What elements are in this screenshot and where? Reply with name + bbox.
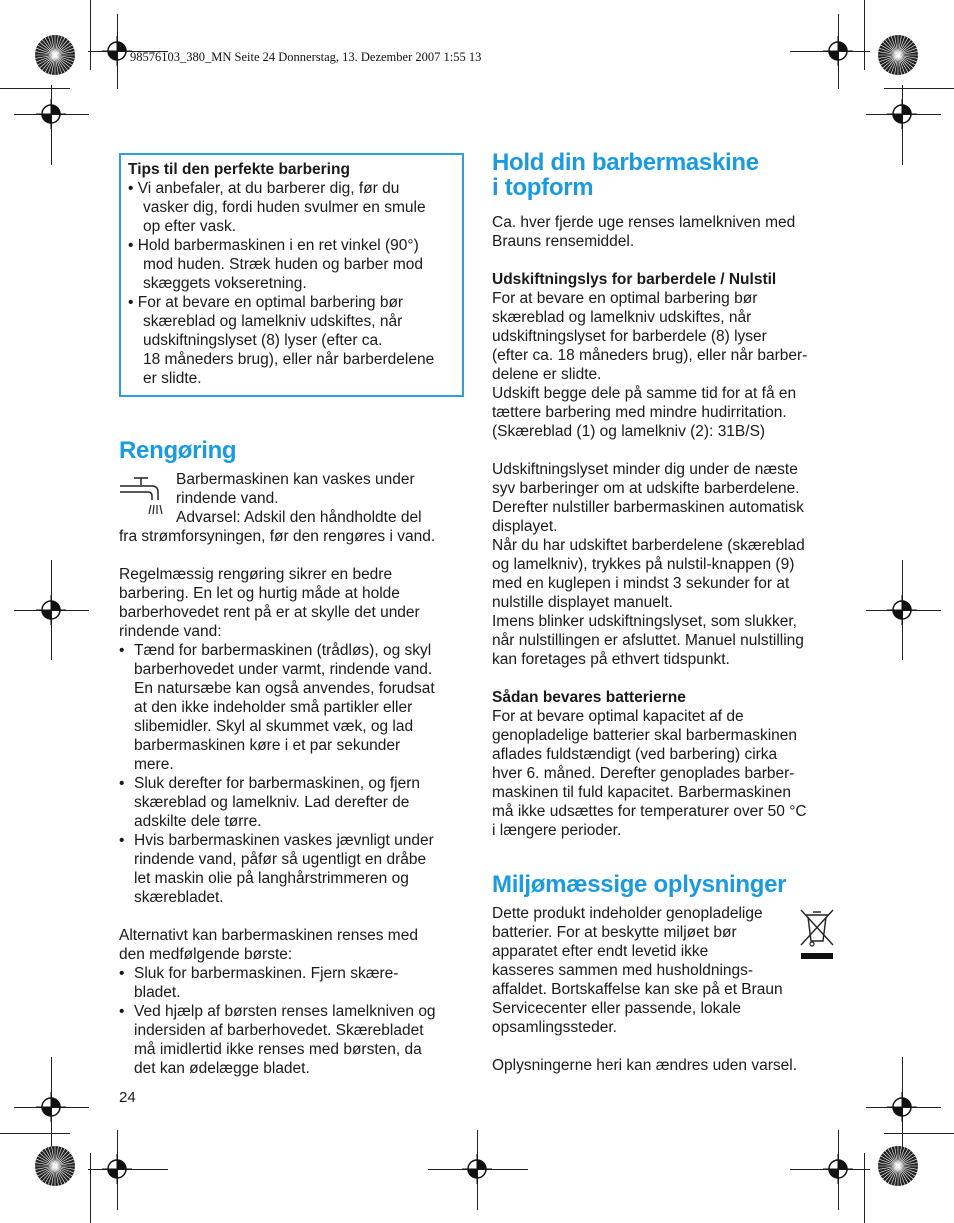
- tips-item-line: vasker dig, fordi huden svulmer en smule: [143, 199, 426, 216]
- tips-item-line: er slidte.: [143, 370, 202, 387]
- environment-heading: Miljømæssige oplysninger: [492, 871, 787, 898]
- cleaning-icon-text: [176, 470, 466, 527]
- tips-item-line: • For at bevare en optimal barbering bør: [128, 294, 404, 311]
- crosshair-mark: [887, 1092, 917, 1122]
- crossed-out-bin-icon: [798, 907, 836, 963]
- environment-body: [492, 904, 798, 1075]
- bullet-item: • Hvis barbermaskinen vaskes jævnligt under rindende vand, påfør så ugentligt en dråbe let maskin olie på langhårstrimmeren og skærebladet.: [119, 831, 469, 907]
- crosshair-mark: [102, 36, 132, 66]
- text-line: For at bevare en optimal barbering bør: [492, 290, 758, 307]
- crop-line: [884, 88, 954, 89]
- crosshair-mark: [823, 36, 853, 66]
- text-line: Dette produkt indeholder genopladelige: [492, 905, 763, 922]
- text-line: Brauns rensemiddel.: [492, 233, 635, 250]
- text-line: Når du har udskiftet barberdelene (skæreblad: [492, 537, 805, 554]
- crosshair-mark: [102, 1154, 132, 1184]
- text-line: opsamlingssteder.: [492, 1019, 617, 1036]
- icon-text-line: Advarsel: Adskil den håndholdte del: [176, 509, 422, 526]
- crop-line: [0, 88, 70, 89]
- text-line: i længere perioder.: [492, 822, 622, 839]
- notice-text: Oplysningerne heri kan ændres uden varsel.: [492, 1057, 798, 1074]
- text-line: maskinen til fuld kapacitet. Barbermaskinen: [492, 784, 791, 801]
- starburst-mark: [33, 1144, 77, 1188]
- text-line: skæreblad og lamelkniv udskiftes, når: [492, 309, 752, 326]
- bullet-item: • Tænd for barbermaskinen (trådløs), og skyl barberhovedet under varmt, rindende vand. En natursæbe kan også anvendes, forudsat at den ikke indeholder små partikler eller slibemidler. Skyl al skummet væk, og lad barbermaskinen køre i et par sekunder mere.: [119, 641, 469, 774]
- tips-content: [128, 160, 463, 388]
- tips-item-line: skæreblad og lamelkniv udskiftes, når: [143, 313, 403, 330]
- text-line: hver 6. måned. Derefter genoplades barber-: [492, 765, 795, 782]
- cleaning-warning-cont: fra strømforsyningen, før den rengøres i vand.: [119, 528, 436, 545]
- text-line: batterier. For at beskytte miljøet bør: [492, 924, 737, 941]
- tap-water-icon: [118, 474, 164, 518]
- cleaning-body: [119, 565, 469, 1078]
- text-line: tættere barbering med mindre hudirritation.: [492, 404, 787, 421]
- text-line: Derefter nulstiller barbermaskinen automatisk: [492, 499, 804, 516]
- crosshair-mark: [36, 99, 66, 129]
- heading-line: Hold din barbermaskine: [492, 149, 759, 176]
- replacement-subheading: Udskiftningslys for barberdele / Nulstil: [492, 271, 777, 288]
- text-line: Udskiftningslyset minder dig under de næste: [492, 461, 798, 478]
- text-line: barberhovedet rent på er at skylle det under: [119, 604, 420, 621]
- tips-item-line: • Hold barbermaskinen i en ret vinkel (90°): [128, 237, 419, 254]
- cleaning-bullets-2: [119, 964, 469, 1078]
- maintenance-intro: [492, 213, 842, 251]
- maintenance-body: [492, 213, 842, 840]
- cleaning-bullets-1: [119, 641, 469, 907]
- battery-subheading: Sådan bevares batterierne: [492, 689, 686, 706]
- icon-text-line: Barbermaskinen kan vaskes under: [176, 471, 415, 488]
- crop-line: [90, 0, 91, 70]
- text-line: rindende vand:: [119, 623, 222, 640]
- replacement-text: [492, 289, 842, 441]
- bullet-item: • Ved hjælp af børsten renses lamelkniven og indersiden af barberhovedet. Skærebladet må imidlertid ikke renses med børsten, da det kan ødelægge bladet.: [119, 1002, 469, 1078]
- cleaning-heading: Rengøring: [119, 437, 237, 464]
- text-line: genopladelige batterier skal barbermaskinen: [492, 727, 798, 744]
- text-line: (efter ca. 18 måneders brug), eller når barber-: [492, 347, 808, 364]
- bullet-item: • Sluk derefter for barbermaskinen, og fjern skæreblad og lamelkniv. Lad derefter de adskilte dele tørre.: [119, 774, 469, 831]
- crosshair-mark: [36, 595, 66, 625]
- text-line: delene er slidte.: [492, 366, 602, 383]
- icon-text-line: rindende vand.: [176, 490, 279, 507]
- tips-item-line: mod huden. Stræk huden og barber mod: [143, 256, 424, 273]
- environment-text: [492, 904, 792, 1037]
- text-line: må ikke udsættes for temperaturer over 50 °C: [492, 803, 807, 820]
- crop-line: [864, 0, 865, 70]
- crop-line: [90, 1153, 91, 1223]
- heading-line: i topform: [492, 174, 594, 201]
- tips-item-line: 18 måneders brug), eller når barberdelene: [143, 351, 435, 368]
- print-header: 98576103_380_MN Seite 24 Donnerstag, 13. Dezember 2007 1:55 13: [130, 50, 482, 64]
- crosshair-mark: [887, 99, 917, 129]
- text-line: nulstille displayet manuelt.: [492, 594, 673, 611]
- crosshair-mark: [887, 595, 917, 625]
- text-line: med en kuglepen i mindst 3 sekunder for at: [492, 575, 790, 592]
- starburst-mark: [876, 1144, 920, 1188]
- text-line: aflades fuldstændigt (ved barbering) cirka: [492, 746, 778, 763]
- crosshair-mark: [462, 1154, 492, 1184]
- bullet-item: • Sluk for barbermaskinen. Fjern skære- bladet.: [119, 964, 469, 1002]
- tips-item-line: udskiftningslyset (8) lyser (efter ca.: [143, 332, 383, 349]
- text-line: kan foretages på ethvert tidspunkt.: [492, 651, 730, 668]
- text-line: Servicecenter eller passende, lokale: [492, 1000, 741, 1017]
- text-line: kasseres sammen med husholdnings-: [492, 962, 754, 979]
- cleaning-alternative: [119, 926, 469, 964]
- crosshair-mark: [36, 1092, 66, 1122]
- starburst-mark: [876, 33, 920, 77]
- tips-item-line: skæggets vokseretning.: [143, 275, 307, 292]
- text-line: affaldet. Bortskaffelse kan ske på et Braun: [492, 981, 783, 998]
- text-line: Ca. hver fjerde uge renses lamelkniven med: [492, 214, 796, 231]
- text-line: apparatet efter endt levetid ikke: [492, 943, 709, 960]
- text-line: Imens blinker udskiftningslyset, som slukker,: [492, 613, 797, 630]
- tips-item-line: op efter vask.: [143, 218, 237, 235]
- text-line: og lamelkniv), trykkes på nulstil-knappen (9): [492, 556, 795, 573]
- maintenance-heading: [492, 150, 822, 200]
- text-line: Regelmæssig rengøring sikrer en bedre: [119, 566, 393, 583]
- crop-line: [864, 1153, 865, 1223]
- crosshair-mark: [823, 1154, 853, 1184]
- tips-item-line: • Vi anbefaler, at du barberer dig, før du: [128, 180, 400, 197]
- text-line: Alternativt kan barbermaskinen renses med: [119, 927, 418, 944]
- tips-title: Tips til den perfekte barbering: [128, 161, 350, 178]
- text-line: For at bevare optimal kapacitet af de: [492, 708, 744, 725]
- tips-list: [128, 179, 463, 388]
- text-line: barbering. En let og hurtig måde at holde: [119, 585, 400, 602]
- starburst-mark: [33, 33, 77, 77]
- text-line: Udskift begge dele på samme tid for at få en: [492, 385, 797, 402]
- cleaning-intro: [119, 565, 469, 641]
- page-number: 24: [119, 1089, 136, 1106]
- text-line: (Skæreblad (1) og lamelkniv (2): 31B/S): [492, 423, 766, 440]
- text-line: når nulstillingen er afsluttet. Manuel nulstilling: [492, 632, 804, 649]
- reset-text: [492, 460, 842, 669]
- text-line: udskiftningslyset for barberdele (8) lyser: [492, 328, 767, 345]
- crop-line: [0, 1133, 70, 1134]
- text-line: displayet.: [492, 518, 558, 535]
- crop-line: [884, 1133, 954, 1134]
- text-line: syv barberinger om at udskifte barberdelene.: [492, 480, 800, 497]
- battery-text: [492, 707, 842, 840]
- text-line: den medfølgende børste:: [119, 946, 293, 963]
